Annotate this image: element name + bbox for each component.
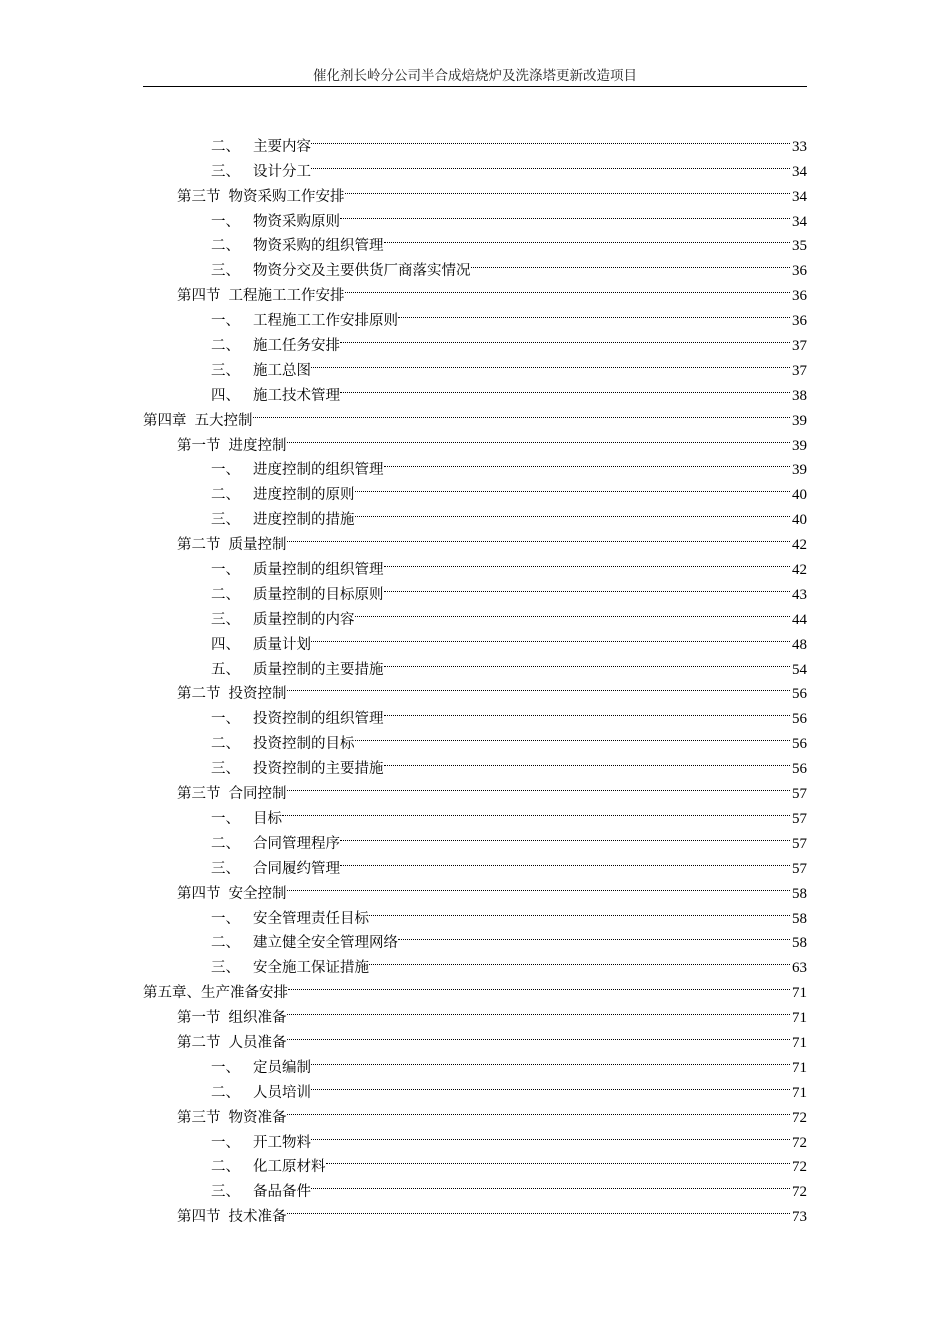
toc-page-number: 42 <box>792 537 807 554</box>
toc-page-number: 33 <box>792 138 807 155</box>
toc-entry-title: 安全控制 <box>228 885 287 902</box>
toc-entry-number: 第四节 <box>177 885 221 902</box>
toc-entry-title: 质量控制的目标原则 <box>253 586 384 603</box>
toc-page-number: 63 <box>792 960 807 977</box>
toc-entry-number: 二、 <box>211 338 240 355</box>
toc-entry-title: 质量控制的内容 <box>253 611 355 628</box>
toc-entry-title: 备品备件 <box>253 1184 311 1201</box>
toc-page-number: 37 <box>792 338 807 355</box>
toc-dot-leader <box>287 997 793 1022</box>
toc-entry-title: 目标 <box>253 810 282 827</box>
toc-dot-leader <box>340 325 792 350</box>
toc-page-number: 36 <box>792 313 807 330</box>
toc-page-number: 39 <box>792 437 807 454</box>
toc-entry-number: 第四节 <box>177 1209 221 1226</box>
toc-entry-title: 投资控制的目标 <box>253 736 355 753</box>
toc-dot-leader <box>282 798 792 823</box>
toc-entry-label <box>211 359 311 384</box>
toc-entry-number: 第二节 <box>177 1034 221 1051</box>
toc-dot-leader <box>287 1097 793 1122</box>
toc-entry-number: 三、 <box>211 1184 240 1201</box>
toc-page-number: 58 <box>792 885 807 902</box>
toc-entry-title: 质量计划 <box>253 636 311 653</box>
toc-entry-title: 物资准备 <box>228 1109 287 1126</box>
toc-entry-number: 一、 <box>211 1134 240 1151</box>
toc-entry-number: 一、 <box>211 810 240 827</box>
toc-entry-title: 组织准备 <box>228 1010 287 1027</box>
toc-entry-number: 二、 <box>211 487 240 504</box>
toc-page-number: 71 <box>792 1034 807 1051</box>
toc-page-number: 40 <box>792 512 807 529</box>
toc-entry-number: 第三节 <box>177 786 221 803</box>
toc-page-number: 34 <box>792 188 807 205</box>
toc-dot-leader <box>311 350 792 375</box>
toc-entry-label <box>143 981 288 1006</box>
toc-entry-number: 第五章、 <box>143 985 201 1002</box>
toc-entry-title: 合同履约管理 <box>253 860 340 877</box>
toc-page-number: 54 <box>792 661 807 678</box>
toc-page-number: 58 <box>792 910 807 927</box>
toc-entry-title: 人员培训 <box>253 1084 311 1101</box>
toc-entry-title: 进度控制的措施 <box>253 512 355 529</box>
toc-entry-number: 二、 <box>211 736 240 753</box>
toc-entry-title: 质量控制的组织管理 <box>253 562 384 579</box>
toc-entry-label <box>211 832 340 857</box>
toc-entry-label <box>211 1155 326 1180</box>
toc-entry-title: 质量控制的主要措施 <box>253 661 384 678</box>
toc-page-number: 72 <box>792 1159 807 1176</box>
toc-page-number: 48 <box>792 636 807 653</box>
toc-dot-leader <box>384 748 793 773</box>
toc-entry-number: 四、 <box>211 387 240 404</box>
toc-entry-title: 主要内容 <box>253 138 311 155</box>
toc-entry-title: 合同控制 <box>228 786 287 803</box>
toc-page-number: 72 <box>792 1134 807 1151</box>
toc-entry-number: 第三节 <box>177 1109 221 1126</box>
toc-entry-title: 施工任务安排 <box>253 338 340 355</box>
toc-entry-label <box>177 185 345 210</box>
toc-entry-title: 化工原材料 <box>253 1159 326 1176</box>
toc-page-number: 58 <box>792 935 807 952</box>
toc-dot-leader <box>287 1196 793 1221</box>
toc-page-number: 71 <box>792 1084 807 1101</box>
toc-entry-number: 第四章 <box>143 412 187 429</box>
toc-dot-leader <box>471 250 793 275</box>
toc-dot-leader <box>288 972 792 997</box>
toc-entry-label <box>211 135 311 160</box>
toc-entry-title: 安全施工保证措施 <box>253 960 369 977</box>
toc-entry-label <box>211 234 384 259</box>
toc-entry-title: 技术准备 <box>228 1209 287 1226</box>
toc-entry-title: 质量控制 <box>228 537 287 554</box>
toc-entry-title: 施工技术管理 <box>253 387 340 404</box>
toc-entry-number: 三、 <box>211 512 240 529</box>
toc-entry-title: 安全管理责任目标 <box>253 910 369 927</box>
toc-entry-title: 进度控制 <box>228 437 287 454</box>
toc-page-number: 57 <box>792 810 807 827</box>
toc-page-number: 56 <box>792 711 807 728</box>
toc-page-number: 43 <box>792 586 807 603</box>
toc-entry-number: 一、 <box>211 711 240 728</box>
toc-entry-number: 三、 <box>211 761 240 778</box>
toc-entry-number: 一、 <box>211 910 240 927</box>
toc-dot-leader <box>355 499 793 524</box>
toc-dot-leader <box>311 1171 792 1196</box>
toc-entry-label <box>177 682 287 707</box>
toc-dot-leader <box>345 176 793 201</box>
page-header: 催化剂长岭分公司半合成焙烧炉及洗涤塔更新改造项目 <box>313 68 637 84</box>
toc-dot-leader <box>311 624 792 649</box>
toc-entry-number: 五、 <box>211 661 240 678</box>
toc-dot-leader <box>326 1147 793 1172</box>
toc-entry-title: 建立健全安全管理网络 <box>253 935 398 952</box>
toc-dot-leader <box>340 201 792 226</box>
toc-entry-title: 工程施工工作安排 <box>228 288 345 305</box>
toc-dot-leader <box>398 300 792 325</box>
toc-entry-label <box>211 1131 311 1156</box>
toc-page-number: 36 <box>792 288 807 305</box>
toc-entry-number: 二、 <box>211 586 240 603</box>
toc-page-number: 56 <box>792 736 807 753</box>
toc-entry-number: 一、 <box>211 1059 240 1076</box>
toc-entry-label <box>177 1106 287 1131</box>
toc-dot-leader <box>311 1122 792 1147</box>
toc-page-number: 37 <box>792 362 807 379</box>
toc-page-number: 44 <box>792 611 807 628</box>
toc-dot-leader <box>287 1022 793 1047</box>
toc-entry-title: 物资采购工作安排 <box>228 188 345 205</box>
toc-entry-label <box>177 1006 287 1031</box>
toc-dot-leader <box>384 450 793 475</box>
toc-entry-title: 开工物料 <box>253 1134 311 1151</box>
toc-entry-label <box>211 210 340 235</box>
toc-entry[interactable] <box>143 126 807 155</box>
toc-page-number: 71 <box>792 1059 807 1076</box>
toc-dot-leader <box>287 425 793 450</box>
toc-entry-number: 第一节 <box>177 437 221 454</box>
toc-page-number: 42 <box>792 562 807 579</box>
header-rule <box>143 86 807 87</box>
toc-entry-number: 二、 <box>211 138 240 155</box>
toc-dot-leader <box>311 1072 792 1097</box>
toc-entry-title: 物资采购原则 <box>253 213 340 230</box>
toc-page-number: 57 <box>792 860 807 877</box>
toc-entry-number: 一、 <box>211 213 240 230</box>
toc-dot-leader <box>345 275 793 300</box>
toc-entry-label <box>177 533 287 558</box>
toc-entry-title: 生产准备安排 <box>201 985 288 1002</box>
toc-dot-leader <box>384 574 793 599</box>
toc-dot-leader <box>369 947 792 972</box>
toc-entry-number: 三、 <box>211 860 240 877</box>
toc-entry-number: 第三节 <box>177 188 221 205</box>
toc-entry-label <box>211 483 355 508</box>
toc-page-number: 56 <box>792 761 807 778</box>
toc-entry-label <box>211 558 384 583</box>
toc-entry-label <box>211 1056 311 1081</box>
toc-entry-title: 定员编制 <box>253 1059 311 1076</box>
toc-dot-leader <box>287 773 793 798</box>
toc-dot-leader <box>287 873 793 898</box>
toc-entry-label <box>177 1205 287 1230</box>
toc-entry-title: 投资控制的主要措施 <box>253 761 384 778</box>
toc-entry-label <box>211 160 311 185</box>
toc-page-number: 39 <box>792 412 807 429</box>
toc-page-number: 35 <box>792 238 807 255</box>
toc-entry-label <box>143 409 253 434</box>
toc-entry-number: 第四节 <box>177 288 221 305</box>
toc-entry-number: 四、 <box>211 636 240 653</box>
toc-dot-leader <box>340 375 792 400</box>
toc-entry-title: 物资采购的组织管理 <box>253 238 384 255</box>
toc-entry-number: 第二节 <box>177 537 221 554</box>
toc-dot-leader <box>355 723 793 748</box>
toc-entry-number: 二、 <box>211 935 240 952</box>
toc-dot-leader <box>340 848 792 873</box>
toc-page-number: 72 <box>792 1109 807 1126</box>
toc-dot-leader <box>384 549 793 574</box>
toc-page-number: 34 <box>792 213 807 230</box>
toc-entry-title: 进度控制的组织管理 <box>253 462 384 479</box>
toc-entry-label <box>177 434 287 459</box>
toc-entry-title: 进度控制的原则 <box>253 487 355 504</box>
toc-entry-label <box>177 284 345 309</box>
toc-entry-title: 物资分交及主要供货厂商落实情况 <box>253 263 471 280</box>
toc-entry-title: 合同管理程序 <box>253 835 340 852</box>
toc-entry-number: 一、 <box>211 462 240 479</box>
toc-page-number: 40 <box>792 487 807 504</box>
toc-entry-number: 第二节 <box>177 686 221 703</box>
toc-entry-title: 投资控制的组织管理 <box>253 711 384 728</box>
toc-dot-leader <box>398 923 792 948</box>
toc-dot-leader <box>369 898 792 923</box>
toc-entry-number: 二、 <box>211 835 240 852</box>
toc-entry-title: 五大控制 <box>194 412 253 429</box>
toc-dot-leader <box>287 524 793 549</box>
toc-entry-title: 设计分工 <box>253 163 311 180</box>
toc-page-number: 73 <box>792 1209 807 1226</box>
toc-entry-number: 一、 <box>211 313 240 330</box>
toc-dot-leader <box>287 674 793 699</box>
toc-dot-leader <box>340 823 792 848</box>
toc-page-number: 57 <box>792 786 807 803</box>
toc-page-number: 71 <box>792 1010 807 1027</box>
toc-entry-number: 三、 <box>211 163 240 180</box>
toc-page-number: 57 <box>792 835 807 852</box>
toc-entry-number: 二、 <box>211 1159 240 1176</box>
toc-dot-leader <box>311 1047 792 1072</box>
toc-entry-label <box>177 1031 287 1056</box>
toc-entry-number: 三、 <box>211 960 240 977</box>
toc-page-number: 71 <box>792 985 807 1002</box>
toc-dot-leader <box>384 649 793 674</box>
toc-entry-title: 人员准备 <box>228 1034 287 1051</box>
toc-dot-leader <box>311 126 792 151</box>
toc-entry-number: 三、 <box>211 263 240 280</box>
toc-page-number: 34 <box>792 163 807 180</box>
toc-page-number: 38 <box>792 387 807 404</box>
toc-entry-label <box>177 882 287 907</box>
toc-entry-label <box>211 732 355 757</box>
toc-entry-number: 二、 <box>211 238 240 255</box>
toc-entry-title: 工程施工工作安排原则 <box>253 313 398 330</box>
toc-entry-number: 一、 <box>211 562 240 579</box>
toc-dot-leader <box>253 400 793 425</box>
table-of-contents <box>143 126 807 1226</box>
toc-dot-leader <box>355 474 793 499</box>
toc-page-number: 39 <box>792 462 807 479</box>
toc-page-number: 56 <box>792 686 807 703</box>
toc-dot-leader <box>384 698 793 723</box>
toc-entry-label <box>177 782 287 807</box>
toc-entry-number: 二、 <box>211 1084 240 1101</box>
toc-entry-number: 三、 <box>211 362 240 379</box>
toc-dot-leader <box>355 599 793 624</box>
toc-entry-title: 施工总图 <box>253 362 311 379</box>
toc-entry-label <box>211 633 311 658</box>
toc-dot-leader <box>384 226 793 251</box>
toc-entry-number: 第一节 <box>177 1010 221 1027</box>
toc-entry-number: 三、 <box>211 611 240 628</box>
toc-entry-label <box>211 807 282 832</box>
toc-entry-label <box>211 907 369 932</box>
toc-page-number: 36 <box>792 263 807 280</box>
toc-entry-title: 投资控制 <box>228 686 287 703</box>
toc-dot-leader <box>311 151 792 176</box>
toc-page-number: 72 <box>792 1184 807 1201</box>
